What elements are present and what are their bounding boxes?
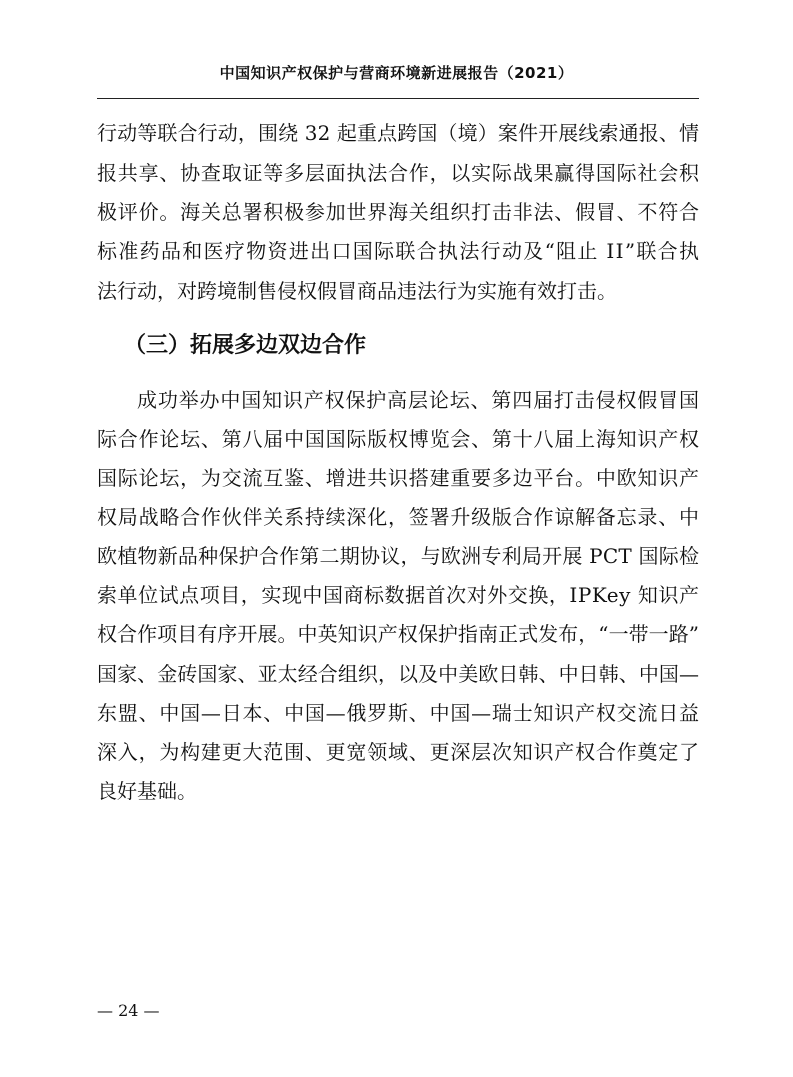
paragraph-line: 国际论坛，为交流互鉴、增进共识搭建重要多边平台。中欧知识产 — [97, 466, 700, 490]
page-header-title: 中国知识产权保护与营商环境新进展报告（2021） — [219, 64, 574, 82]
section-heading: （三）拓展多边双边合作 — [124, 333, 367, 358]
paragraph-line: 法行动，对跨境制售侵权假冒商品违法行为实施有效打击。 — [97, 279, 617, 303]
paragraph-line: 国家、金砖国家、亚太经合组织，以及中美欧日韩、中日韩、中国— — [97, 662, 700, 686]
paragraph-line: 际合作论坛、第八届中国国际版权博览会、第十八届上海知识产权 — [97, 427, 700, 451]
paragraph-line: 极评价。海关总署积极参加世界海关组织打击非法、假冒、不符合 — [97, 200, 700, 224]
header-divider — [97, 98, 699, 99]
paragraph-line: 标准药品和医疗物资进出口国际联合执法行动及“阻止 II”联合执 — [97, 239, 701, 263]
paragraph-line: 良好基础。 — [97, 779, 197, 803]
paragraph-line: 深入，为构建更大范围、更宽领域、更深层次知识产权合作奠定了 — [97, 740, 700, 764]
paragraph-line: 成功举办中国知识产权保护高层论坛、第四届打击侵权假冒国 — [137, 388, 700, 412]
paragraph-line: 报共享、协查取证等多层面执法合作，以实际战果赢得国际社会积 — [97, 161, 700, 185]
paragraph-line: 欧植物新品种保护合作第二期协议，与欧洲专利局开展 PCT 国际检 — [97, 544, 700, 568]
paragraph-line: 东盟、中国—日本、中国—俄罗斯、中国—瑞士知识产权交流日益 — [97, 701, 700, 725]
paragraph-line: 行动等联合行动，围绕 32 起重点跨国（境）案件开展线索通报、情 — [97, 121, 700, 145]
page-number: — 24 — — [97, 1001, 160, 1020]
paragraph-line: 权合作项目有序开展。中英知识产权保护指南正式发布，“一带一路” — [97, 622, 700, 646]
paragraph-line: 索单位试点项目，实现中国商标数据首次对外交换，IPKey 知识产 — [97, 583, 700, 607]
paragraph-line: 权局战略合作伙伴关系持续深化，签署升级版合作谅解备忘录、中 — [97, 505, 700, 529]
